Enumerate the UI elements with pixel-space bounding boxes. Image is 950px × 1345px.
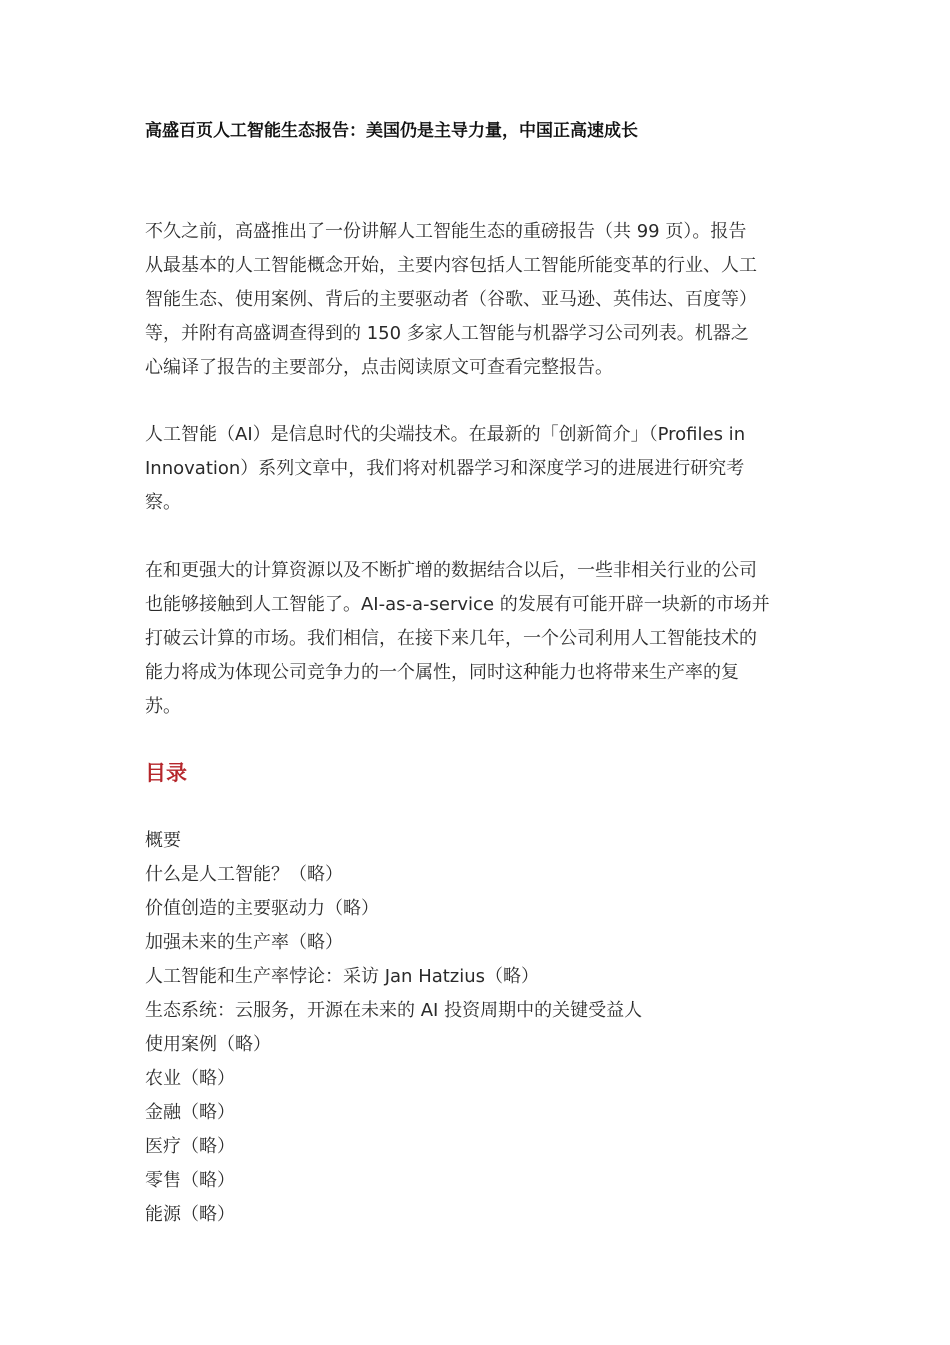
toc-item-healthcare[interactable]: 医疗（略） [145,1136,235,1157]
toc-item-use-cases[interactable]: 使用案例（略） [145,1034,271,1055]
toc-item-ecosystem[interactable]: 生态系统：云服务，开源在未来的 AI 投资周期中的关键受益人 [145,1000,643,1021]
paragraph-line: 等，并附有高盛调查得到的 150 多家人工智能与机器学习公司列表。机器之 [145,323,749,344]
paragraph-line: 从最基本的人工智能概念开始，主要内容包括人工智能所能变革的行业、人工 [145,255,757,276]
paragraph-line: 察。 [145,492,181,513]
toc-item-what-is-ai[interactable]: 什么是人工智能？（略） [145,864,343,885]
paragraph-line: 也能够接触到人工智能了。AI-as-a-service 的发展有可能开辟一块新的市场并 [145,594,770,615]
paragraph-line: 打破云计算的市场。我们相信，在接下来几年，一个公司利用人工智能技术的 [145,628,757,649]
paragraph-line: 能力将成为体现公司竞争力的一个属性，同时这种能力也将带来生产率的复 [145,662,739,683]
toc-item-finance[interactable]: 金融（略） [145,1102,235,1123]
toc-item-agriculture[interactable]: 农业（略） [145,1068,235,1089]
paragraph-line: 人工智能（AI）是信息时代的尖端技术。在最新的「创新简介」（Profiles in [145,424,746,445]
toc-item-overview[interactable]: 概要 [145,830,181,851]
toc-item-future-productivity[interactable]: 加强未来的生产率（略） [145,932,343,953]
toc-heading: 目录 [145,761,187,785]
ai-definition-paragraph [145,418,805,520]
paragraph-line: 智能生态、使用案例、背后的主要驱动者（谷歌、亚马逊、英伟达、百度等） [145,289,757,310]
paragraph-line: 心编译了报告的主要部分，点击阅读原文可查看完整报告。 [145,357,613,378]
paragraph-line: 在和更强大的计算资源以及不断扩增的数据结合以后，一些非相关行业的公司 [145,560,757,581]
paragraph-line: Innovation）系列文章中，我们将对机器学习和深度学习的进展进行研究考 [145,458,745,479]
toc-item-energy[interactable]: 能源（略） [145,1204,235,1225]
toc-item-productivity-paradox[interactable]: 人工智能和生产率悖论：采访 Jan Hatzius（略） [145,966,540,987]
toc-list [145,824,805,1232]
toc-item-retail[interactable]: 零售（略） [145,1170,235,1191]
ai-as-a-service-paragraph [145,554,805,724]
article-title: 高盛百页人工智能生态报告：美国仍是主导力量，中国正高速成长 [145,121,638,141]
toc-item-value-drivers[interactable]: 价值创造的主要驱动力（略） [145,898,379,919]
paragraph-line: 苏。 [145,696,181,717]
intro-paragraph [145,215,805,385]
paragraph-line: 不久之前，高盛推出了一份讲解人工智能生态的重磅报告（共 99 页）。报告 [145,221,747,242]
